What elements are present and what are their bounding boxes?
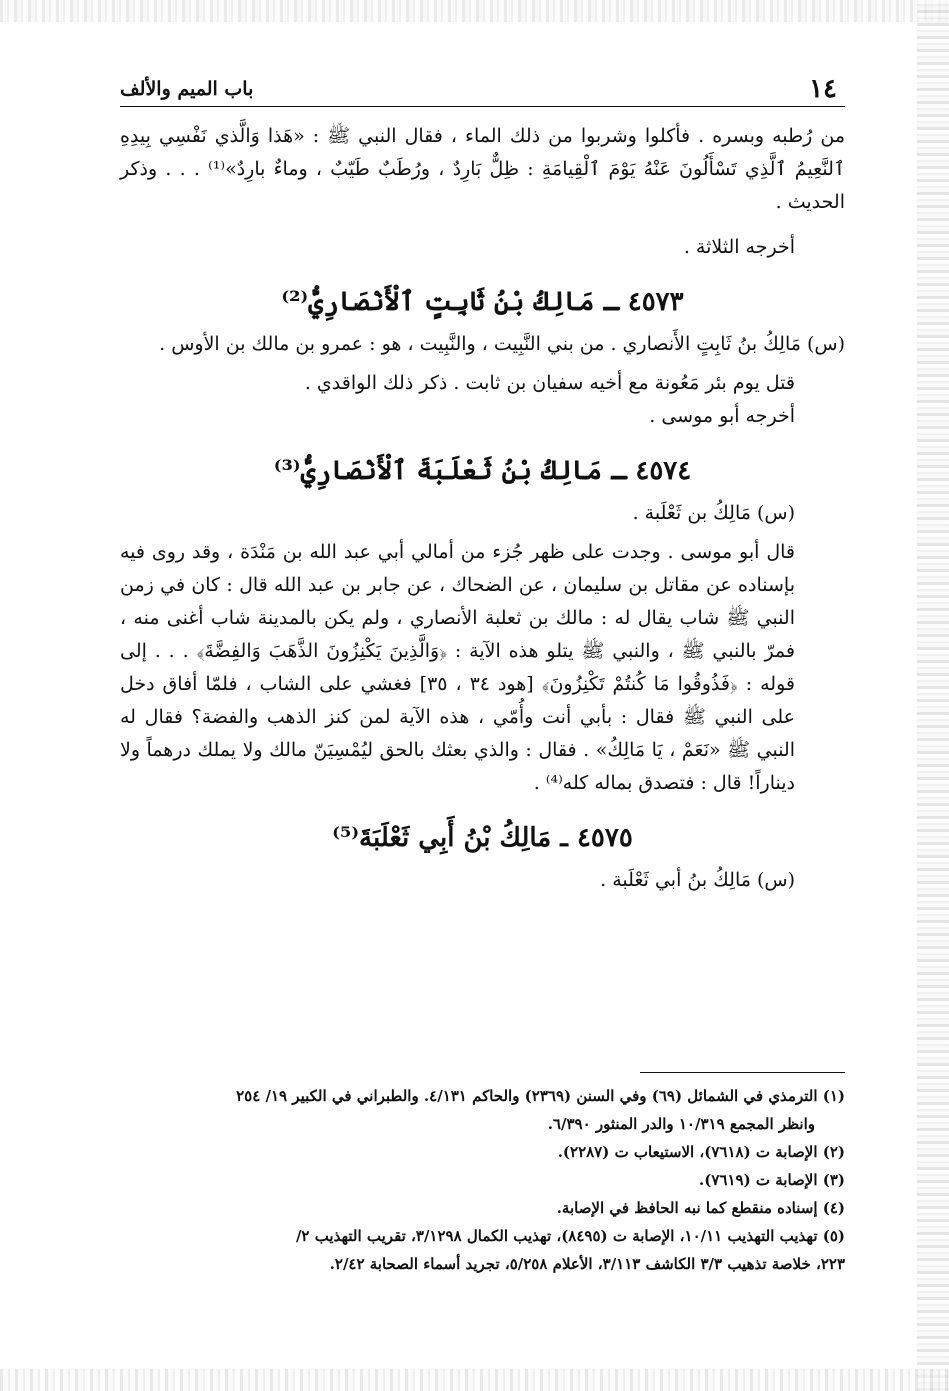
scan-edge-right — [917, 0, 949, 1391]
section-title: باب الميم والألف — [120, 78, 254, 100]
page-number: ١٤ — [809, 74, 837, 104]
running-head — [120, 72, 845, 107]
footnotes — [120, 1082, 845, 1278]
paragraph-entry-4573-death: قتل يوم بئر مَعُونة مع أخيه سفيان بن ثابت . ذكر ذلك الواقدي . — [304, 372, 795, 394]
footnote-4: (٤) إسناده منقطع كما نبه الحافظ في الإصابة. — [556, 1199, 845, 1217]
entry-heading-4574: ٤٥٧٤ ـ مَالِكُ بْنُ ثَعْلَبَةَ ٱلْأَنْصَارِيُّ⁽³⁾ — [273, 456, 692, 486]
scan-edge-top — [0, 0, 949, 22]
footnote-separator — [640, 1072, 845, 1073]
book-page — [120, 60, 845, 1340]
scan-edge-bottom — [0, 1369, 949, 1391]
footnote-5-continued: ٢٢٣، خلاصة تذهيب ٣/٣ الكاشف ٣/١١٣، الأعلام ٥/٢٥٨، تجريد أسماء الصحابة ٢/٤٢. — [329, 1255, 845, 1273]
paragraph-entry-4573-intro: (س) مَالِكُ بنُ ثَابِتٍ الأَنصاري . من بني النَّبِيت ، والنَّبِيت ، هو : عمرو بن مالك بن الأوس . — [159, 333, 845, 355]
paragraph-takhrij-1: أخرجه الثلاثة . — [683, 236, 795, 258]
paragraph-entry-4574-story: قال أبو موسى . وجدت على ظهر جُزء من أمالي أبي عبد الله بن مَنْدَة ، وقد روى فيه بإسناده عن مقاتل بن سليمان ، عن الضحاك ، عن جابر بن عبد الله قال : كان في زمن النبي ﷺ شاب يقال له : مالك بن ثعلبة الأنصاري ، ولم يكن بالمدينة شاب أغنى منه ، فمرّ بالنبي ﷺ ، والنبي ﷺ يتلو هذه الآية : ﴿وَالَّذِينَ يَكْنِزُونَ الذَّهَبَ وَالفِضَّةَ﴾ . . . إلى قوله : ﴿فَذُوقُوا مَا كُنتُمْ تَكْنِزُونَ﴾ [هود ٣٤ ، ٣٥] فغشي على الشاب ، فلمّا أفاق دخل على النبي ﷺ فقال : بأبي أنت وأُمّي ، هذه الآية لمن كنز الذهب والفضة؟ فقال له النبي ﷺ «نَعَمْ ، يَا مَالِكُ» . فقال : والذي بعثك بالحق ليُمْسِيَنّ مالك ولا يملك درهماً ولا ديناراً! قال : فتصدق بماله كله⁽⁴⁾ . — [120, 541, 795, 794]
entry-heading-4573: ٤٥٧٣ ـ مَالِكُ بْنُ ثَابِتٍ ٱلْأَنْصَارِيُّ⁽²⁾ — [281, 287, 684, 317]
paragraph-entry-4574-intro: (س) مَالِكُ بن ثَعْلَبة . — [632, 502, 795, 524]
footnote-5: (٥) تهذيب التهذيب ١٠/١١، الإصابة ت (٨٤٩٥)، تهذيب الكمال ٣/١٢٩٨، تقريب التهذيب ٢/ — [295, 1227, 845, 1245]
paragraph-hadith-continuation: من رُطبه وبسره . فأكلوا وشربوا من ذلك الماء ، فقال النبي ﷺ : «هَذا وَالَّذي نَفْسِي بِيدِهِ ٱلنَّعِيمُ ٱلَّذِي تَسْأَلُونَ عَنْهُ يَوْمَ ٱلْقِيامَةِ : ظِلٌّ بَارِدٌ ، ورُطَبٌ طَيّبٌ ، وماءٌ بارِدٌ»⁽¹⁾ . . . وذكر الحديث . — [120, 125, 845, 213]
footnote-3: (٣) الإصابة ت (٧٦١٩). — [699, 1171, 845, 1189]
entry-heading-4575: ٤٥٧٥ ـ مَالِكُ بْنُ أَبِي ثَعْلَبَةَ⁽⁵⁾ — [332, 823, 633, 853]
footnote-2: (٢) الإصابة ت (٧٦١٨)، الاستيعاب ت (٢٢٨٧). — [557, 1143, 845, 1161]
paragraph-entry-4575-intro: (س) مَالِكُ بنُ أبي ثَعْلَبة . — [600, 869, 795, 891]
footnote-1-continued: وانظر المجمع ١٠/٣١٩ والدر المنثور ٦/٣٩٠. — [547, 1115, 815, 1133]
footnote-1: (١) الترمذي في الشمائل (٦٩) وفي السنن (٢٣٦٩) والحاكم ٤/١٣١. والطبراني في الكبير ١٩/ ٢٥٤ — [236, 1087, 845, 1105]
paragraph-takhrij-2: أخرجه أبو موسى . — [649, 405, 795, 427]
main-text — [120, 120, 845, 897]
